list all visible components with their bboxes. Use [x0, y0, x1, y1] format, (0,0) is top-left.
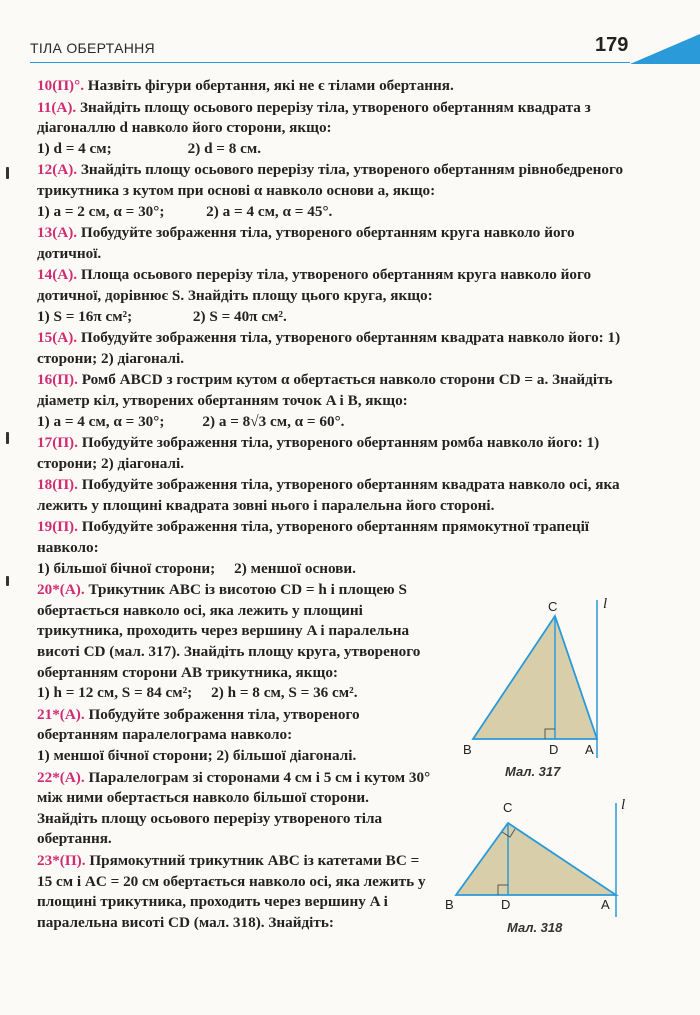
problem-text: Площа осьового перерізу тіла, утвореного обертанням круга навколо його дотичної, дорівнює S. Знайдіть площу цього круга, якщо: [37, 266, 592, 304]
margin-mark [6, 432, 9, 444]
page-header [30, 34, 670, 64]
problem-text: Побудуйте зображення тіла, утвореного обертанням круга навколо його дотичної. [37, 224, 575, 262]
label-l: l [621, 797, 626, 813]
problem-options: 1) меншої бічної сторони; 2) більшої діагоналі. [37, 747, 357, 764]
problem-number: 23*(П). [37, 851, 86, 869]
problem-text: Побудуйте зображення тіла, утвореного обертанням прямокутної трапеції навколо: [37, 518, 590, 557]
problem-13 [37, 223, 629, 264]
problem-22 [37, 768, 432, 850]
problem-number: 13(А). [37, 224, 78, 242]
problem-10 [37, 76, 629, 97]
problem-21 [37, 705, 432, 767]
problem-14 [37, 265, 629, 327]
problem-number: 18(П). [37, 476, 78, 494]
problem-text: Побудуйте зображення тіла, утвореного обертанням квадрата навколо осі, яка лежить у площині квадрата зовні нього і паралельна його стороні. [37, 476, 620, 514]
problem-text: Назвіть фігури обертання, які не є тілами обертання. [87, 77, 454, 94]
problem-11 [37, 98, 629, 160]
header-rule [30, 62, 630, 63]
problem-number: 10(П)°. [37, 77, 84, 94]
caption-318: Мал. 318 [507, 920, 563, 935]
problem-text: Знайдіть площу осьового перерізу тіла, утвореного обертанням рівнобедреного трикутника з кутом при основі α навколо основи a, якщо: [37, 161, 624, 199]
problem-options: 1) a = 2 см, α = 30°; 2) a = 4 см, α = 45°. [37, 202, 333, 220]
problem-number: 19(П). [37, 518, 78, 536]
problem-17 [37, 433, 629, 474]
problem-options: 1) більшої бічної сторони; 2) меншої основи. [37, 559, 356, 577]
problem-text: Паралелограм зі сторонами 4 см і 5 см і кутом 30° між ними обертається навколо більшої сторони. Знайдіть площу осьового перерізу утвореного тіла обертання. [37, 768, 431, 848]
problem-19 [37, 517, 629, 579]
problem-text: Побудуйте зображення тіла, утвореного обертанням паралелограма навколо: [37, 705, 360, 744]
label-a: A [601, 897, 610, 912]
label-c: C [548, 599, 558, 614]
label-a: A [585, 742, 594, 757]
problem-text: Знайдіть площу осьового перерізу тіла, утвореного обертанням квадрата з діагоналлю d навколо його сторони, якщо: [37, 98, 591, 137]
problem-options: 1) a = 4 см, α = 30°; 2) a = 8√3 см, α = 60°. [37, 412, 345, 430]
label-d: D [501, 897, 511, 912]
problem-15 [37, 328, 629, 369]
problem-text: Побудуйте зображення тіла, утвореного обертанням ромба навколо його: 1) сторони; 2) діагоналі. [37, 434, 600, 472]
problem-options: 1) S = 16π см²; 2) S = 40π см². [37, 307, 287, 325]
problem-number: 12(А). [37, 161, 78, 179]
problem-text: Прямокутний трикутник ABC із катетами BC = 15 см і AC = 20 см обертається навколо осі, яка лежить у площині трикутника, проходить через вершину A і паралельна висоті CD (мал. 318). Знайдіть: [37, 851, 426, 931]
label-b: B [463, 742, 472, 757]
problem-number: 21*(А). [37, 705, 85, 723]
problem-18 [37, 475, 629, 516]
problem-number: 15(А). [37, 329, 78, 347]
header-wedge [630, 34, 700, 64]
problem-12 [37, 160, 629, 222]
figure-318 [438, 795, 638, 920]
problem-16 [37, 370, 629, 432]
triangle-abc [456, 823, 616, 895]
problem-options: 1) h = 12 см, S = 84 см²; 2) h = 8 см, S = 36 см². [37, 684, 358, 702]
label-c: C [503, 800, 513, 815]
problem-number: 16(П). [37, 371, 78, 389]
label-d: D [549, 742, 559, 757]
label-l: l [603, 596, 608, 612]
section-title: ТІЛА ОБЕРТАННЯ [30, 40, 155, 56]
margin-mark [6, 576, 9, 586]
problem-text: Ромб ABCD з гострим кутом α обертається навколо сторони CD = a. Знайдіть діаметр кіл, утворених обертанням точок A і B, якщо: [37, 371, 613, 409]
figure-317 [455, 592, 635, 767]
margin-mark [6, 167, 9, 179]
problem-text: Побудуйте зображення тіла, утвореного обертанням квадрата навколо його: 1) сторони; 2) діагоналі. [37, 329, 621, 367]
problem-number: 11(А). [37, 98, 77, 116]
problem-23 [37, 851, 432, 933]
problem-number: 14(А). [37, 266, 78, 284]
label-b: B [445, 897, 454, 912]
problem-number: 22*(А). [37, 768, 85, 786]
problem-text: Трикутник ABC із висотою CD = h і площею S обертається навколо осі, яка лежить у площині трикутника, проходить через вершину A і паралельна висоті CD (мал. 317). Знайдіть площу круга, утвореного обертанням сторони AB трикутника, якщо: [37, 581, 421, 681]
caption-317: Мал. 317 [505, 764, 561, 779]
page-number: 179 [595, 34, 629, 56]
problem-number: 17(П). [37, 434, 78, 452]
problem-options: 1) d = 4 см; 2) d = 8 см. [37, 139, 262, 157]
problem-number: 20*(А). [37, 581, 85, 599]
triangle-abc [473, 616, 597, 739]
